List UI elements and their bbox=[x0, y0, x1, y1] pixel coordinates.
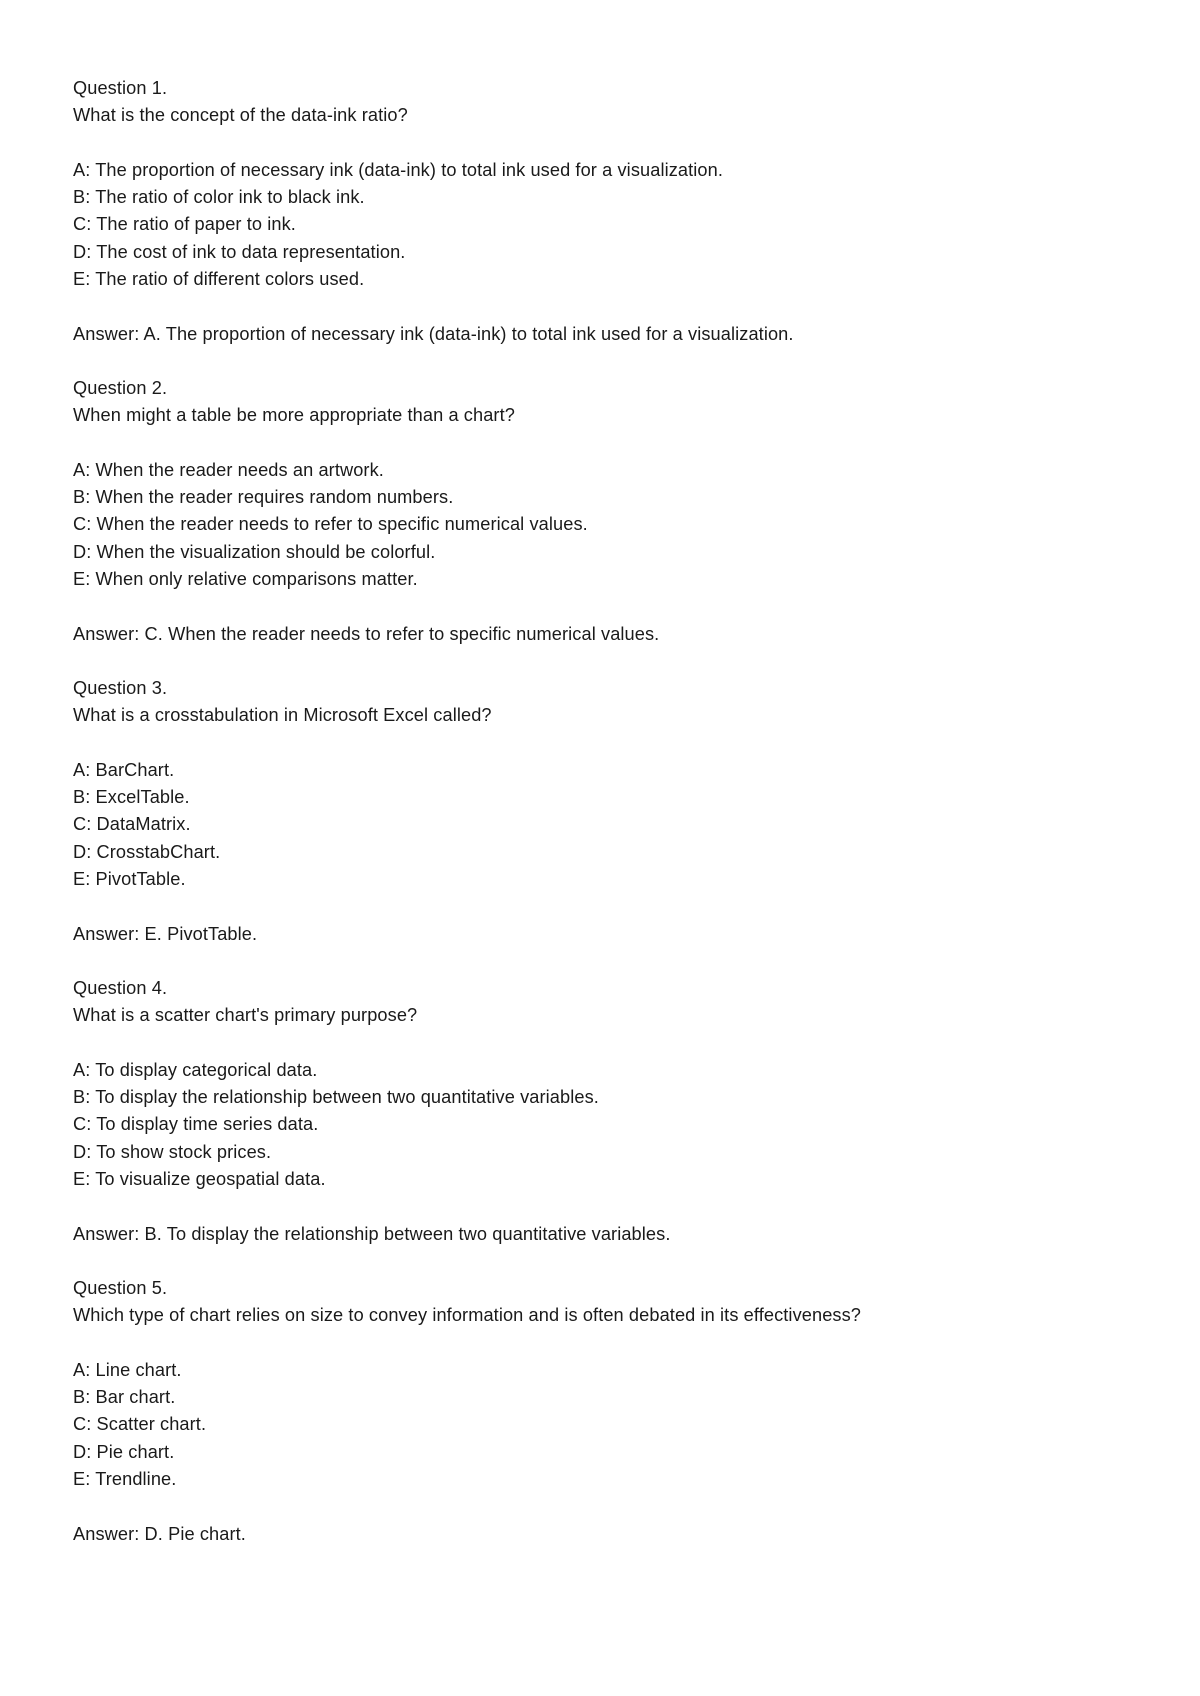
question-title: Question 1. bbox=[73, 78, 168, 98]
option-b: B: Bar chart. bbox=[73, 1387, 176, 1408]
question-block-4 bbox=[73, 975, 1153, 1248]
option-e: E: PivotTable. bbox=[73, 869, 186, 890]
question-block-1 bbox=[73, 75, 1153, 348]
option-e: E: When only relative comparisons matter. bbox=[73, 569, 418, 590]
option-a: A: BarChart. bbox=[73, 759, 175, 780]
spacer bbox=[73, 130, 1153, 157]
question-prompt: What is the concept of the data-ink ratio? bbox=[73, 105, 408, 126]
option-b: B: To display the relationship between two quantitative variables. bbox=[73, 1087, 599, 1108]
option-b: B: When the reader requires random numbers. bbox=[73, 487, 454, 508]
question-prompt: Which type of chart relies on size to convey information and is often debated in its effectiveness? bbox=[73, 1305, 862, 1326]
option-d: D: Pie chart. bbox=[73, 1441, 175, 1462]
answer-line: Answer: B. To display the relationship between two quantitative variables. bbox=[73, 1223, 671, 1244]
answer-line: Answer: C. When the reader needs to refer to specific numerical values. bbox=[73, 623, 660, 644]
option-e: E: To visualize geospatial data. bbox=[73, 1169, 326, 1190]
spacer bbox=[73, 893, 1153, 920]
question-title: Question 5. bbox=[73, 1278, 168, 1298]
question-prompt: What is a scatter chart's primary purpose? bbox=[73, 1005, 418, 1026]
option-d: D: The cost of ink to data representation. bbox=[73, 241, 406, 262]
question-title: Question 3. bbox=[73, 678, 168, 698]
question-title: Question 2. bbox=[73, 378, 168, 398]
spacer bbox=[73, 593, 1153, 620]
question-block-3 bbox=[73, 675, 1153, 948]
spacer bbox=[73, 730, 1153, 757]
answer-line: Answer: D. Pie chart. bbox=[73, 1523, 246, 1544]
question-block-5 bbox=[73, 1275, 1153, 1548]
option-d: D: To show stock prices. bbox=[73, 1141, 272, 1162]
option-a: A: Line chart. bbox=[73, 1359, 182, 1380]
option-b: B: ExcelTable. bbox=[73, 787, 190, 808]
option-c: C: When the reader needs to refer to specific numerical values. bbox=[73, 514, 588, 535]
option-d: D: When the visualization should be colorful. bbox=[73, 541, 436, 562]
option-d: D: CrosstabChart. bbox=[73, 841, 221, 862]
spacer bbox=[73, 430, 1153, 457]
spacer bbox=[73, 1330, 1153, 1357]
question-prompt: What is a crosstabulation in Microsoft Excel called? bbox=[73, 705, 492, 726]
question-title: Question 4. bbox=[73, 978, 168, 998]
option-a: A: When the reader needs an artwork. bbox=[73, 459, 384, 480]
option-c: C: Scatter chart. bbox=[73, 1414, 207, 1435]
option-b: B: The ratio of color ink to black ink. bbox=[73, 187, 365, 208]
answer-line: Answer: A. The proportion of necessary ink (data-ink) to total ink used for a visualization. bbox=[73, 323, 794, 344]
answer-line: Answer: E. PivotTable. bbox=[73, 923, 258, 944]
option-e: E: Trendline. bbox=[73, 1469, 177, 1490]
option-c: C: To display time series data. bbox=[73, 1114, 319, 1135]
question-prompt: When might a table be more appropriate than a chart? bbox=[73, 405, 515, 426]
spacer bbox=[73, 1493, 1153, 1520]
question-block-2 bbox=[73, 375, 1153, 648]
option-c: C: The ratio of paper to ink. bbox=[73, 214, 296, 235]
spacer bbox=[73, 1030, 1153, 1057]
spacer bbox=[73, 1193, 1153, 1220]
option-a: A: To display categorical data. bbox=[73, 1059, 318, 1080]
option-a: A: The proportion of necessary ink (data-ink) to total ink used for a visualization. bbox=[73, 159, 724, 180]
option-c: C: DataMatrix. bbox=[73, 814, 191, 835]
option-e: E: The ratio of different colors used. bbox=[73, 269, 365, 290]
spacer bbox=[73, 293, 1153, 320]
